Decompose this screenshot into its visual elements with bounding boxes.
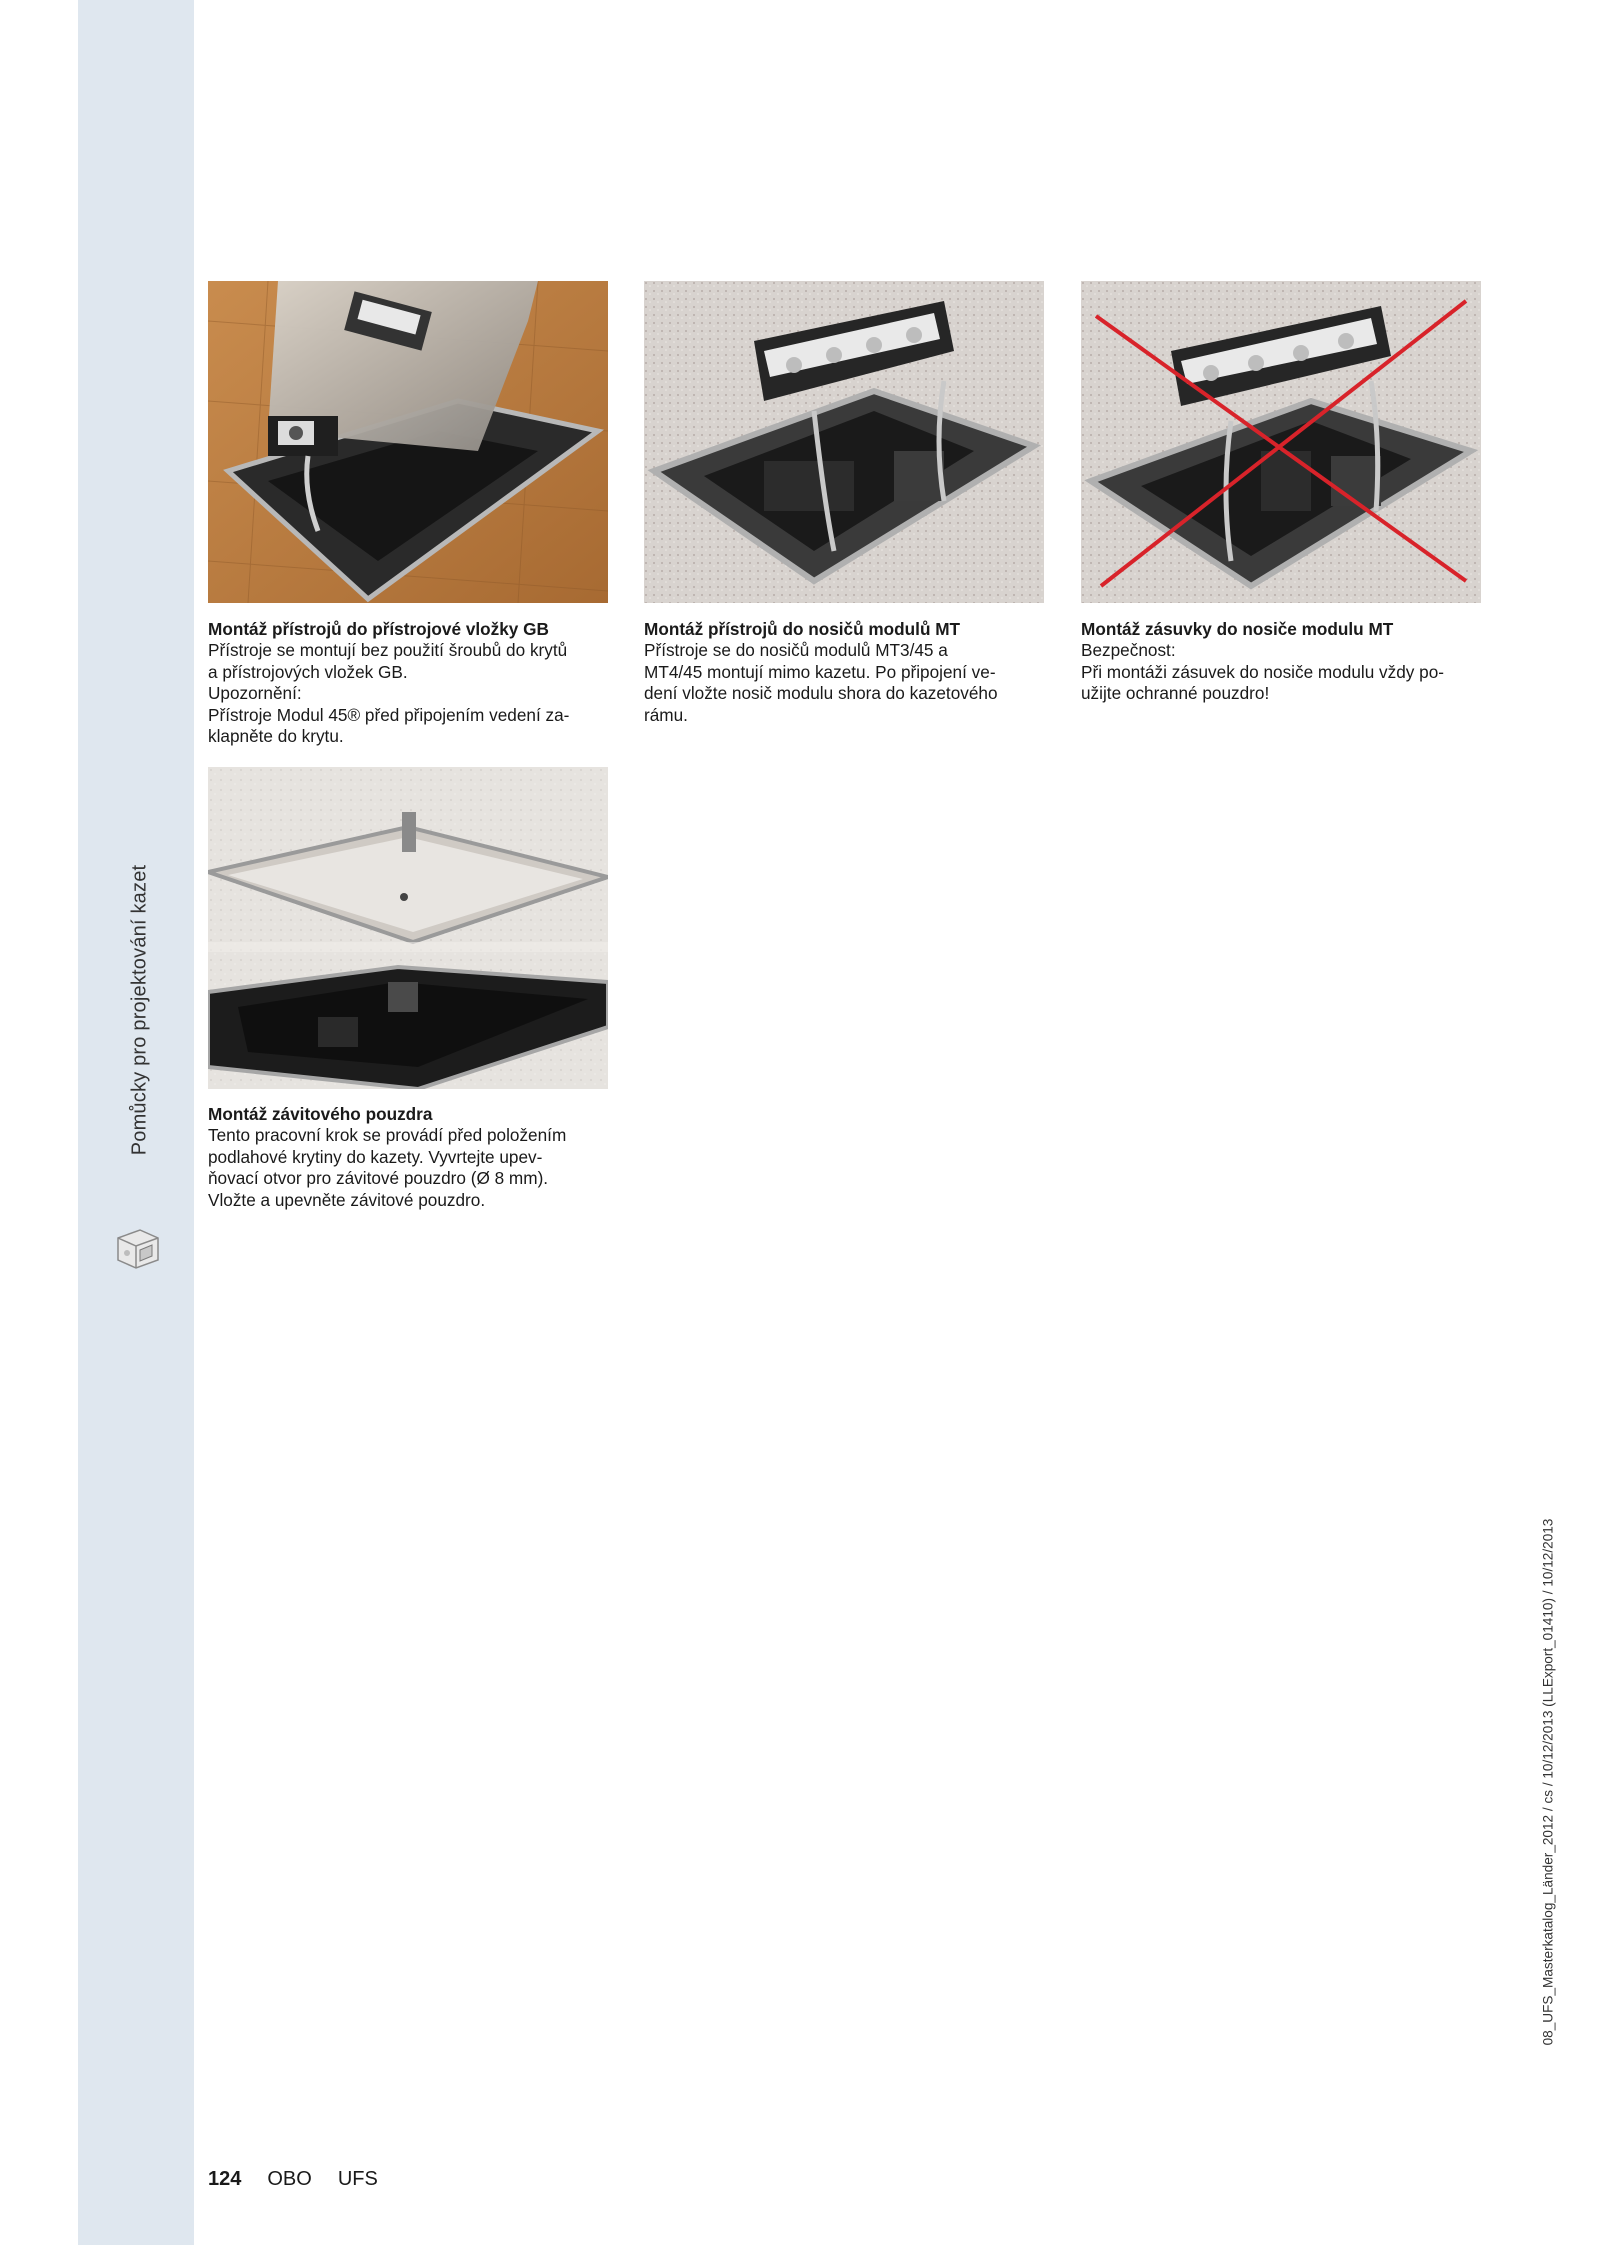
caption-line: Tento pracovní krok se provádí před položením bbox=[208, 1125, 567, 1146]
photo-threaded-bush bbox=[208, 767, 608, 1089]
caption-mt-carrier bbox=[644, 619, 1048, 726]
caption-line: MT4/45 montují mimo kazetu. Po připojení ve- bbox=[644, 661, 996, 682]
caption-title: Montáž zásuvky do nosiče modulu MT bbox=[1081, 619, 1394, 639]
caption-line: Bezpečnost: bbox=[1081, 640, 1176, 661]
page-number: 124 bbox=[208, 2168, 242, 2190]
caption-socket-safety bbox=[1081, 619, 1485, 705]
caption-line: a přístrojových vložek GB. bbox=[208, 661, 408, 682]
photo-gb-insert bbox=[208, 281, 608, 603]
caption-title: Montáž přístrojů do přístrojové vložky GB bbox=[208, 619, 549, 639]
caption-gb-insert bbox=[208, 619, 612, 747]
catalog-meta-text: 08_UFS_Masterkatalog_Länder_2012 / cs / 10/12/2013 (LLExport_01410) / 10/12/2013 bbox=[1540, 1518, 1556, 2046]
caption-title: Montáž přístrojů do nosičů modulů MT bbox=[644, 619, 961, 639]
footer-section: UFS bbox=[337, 2168, 378, 2190]
photo-mt-carrier bbox=[644, 281, 1044, 603]
caption-line: Při montáži zásuvek do nosiče modulu vždy po- bbox=[1081, 661, 1445, 682]
caption-line: Přístroje se do nosičů modulů MT3/45 a bbox=[644, 640, 948, 661]
caption-line: podlahové krytiny do kazety. Vyvrtejte upev- bbox=[208, 1146, 543, 1167]
caption-line: klapněte do krytu. bbox=[208, 726, 344, 747]
caption-line: Přístroje Modul 45® před připojením vedení za- bbox=[208, 704, 570, 725]
caption-line: rámu. bbox=[644, 704, 688, 725]
sidebar-title: Pomůcky pro projektování kazet bbox=[128, 864, 151, 1156]
caption-line: užijte ochranné pouzdro! bbox=[1081, 683, 1270, 704]
cassette-icon bbox=[110, 1220, 166, 1276]
page-footer bbox=[208, 2168, 378, 2191]
caption-line: Vložte a upevněte závitové pouzdro. bbox=[208, 1189, 486, 1210]
footer-brand: OBO bbox=[267, 2168, 312, 2190]
caption-line: dení vložte nosič modulu shora do kazetového bbox=[644, 683, 998, 704]
caption-title: Montáž závitového pouzdra bbox=[208, 1104, 433, 1124]
photo-socket-crossed bbox=[1081, 281, 1481, 603]
caption-line: Přístroje se montují bez použití šroubů do krytů bbox=[208, 640, 568, 661]
caption-threaded-bush bbox=[208, 1104, 612, 1211]
caption-line: Upozornění: bbox=[208, 683, 302, 704]
caption-line: ňovací otvor pro závitové pouzdro (Ø 8 mm). bbox=[208, 1168, 549, 1189]
